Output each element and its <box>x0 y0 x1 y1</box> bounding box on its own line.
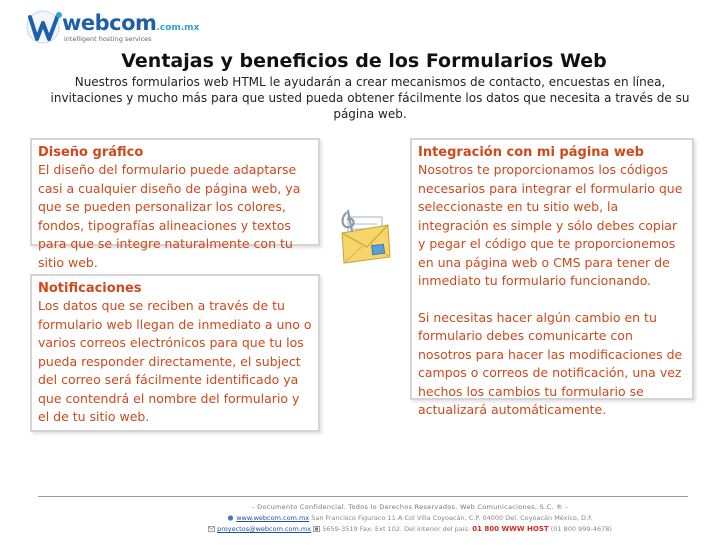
footer-phone: 5659-3519 Fax: Ext 102. Del interior del país: <box>322 525 471 533</box>
mail-envelope-icon <box>334 205 396 267</box>
footer-contact-line <box>160 524 660 535</box>
web-icon <box>227 515 234 521</box>
logo-brand: webcom.com.mx <box>62 11 200 35</box>
footer-copyright: - Documento Confidencial. Todos lo Derechos Reservados. Web Comunicaciones, S.C. ® - <box>252 503 568 511</box>
footer-address: San Francisco Figuraco 11-A Col Villa Coyoacán, C.P. 04000 Del. Coyoacán México, D.F. <box>311 514 593 522</box>
diseno-grafico-heading: Diseño gráfico <box>38 145 144 160</box>
notificaciones-box <box>30 274 320 432</box>
footer-email-link[interactable]: proyectos@webcom.com.mx <box>217 525 312 533</box>
integracion-text-2: Si necesitas hacer algún cambio en tu formulario debes comunicarte con nosotros para hacer las modificaciones de campos o correos de notificación, una vez hechos los cambios tu formulario se actualizará automáticamente. <box>418 309 683 417</box>
footer-tollfree: 01 800 WWW HOST <box>472 525 549 533</box>
notificaciones-text: Los datos que se reciben a través de tu formulario web llegan de inmediato a uno o varios correos electrónicos para que tu los pueda responder directamente, el subject del correo será fácilmente identificado ya que contendrá el nombre del formulario y el de tu sitio web. <box>38 298 312 424</box>
page-title: Ventajas y beneficios de los Formularios Web <box>121 50 607 72</box>
integracion-heading: Integración con mi página web <box>418 145 644 160</box>
logo-tagline: intelligent hosting services <box>64 35 152 43</box>
webcom-w-logo-icon <box>26 8 66 46</box>
notificaciones-heading: Notificaciones <box>38 281 142 296</box>
footer <box>160 502 660 535</box>
integracion-text-1: Nosotros te proporcionamos los códigos necesarios para integrar el formulario que seleccionaste en tu sitio web, la integración es simple y sólo debes copiar y pegar el código que te proporcionemos en una página web o CMS para tener de inmediato tu formulario funcionando. <box>418 162 683 288</box>
page-subtitle: Nuestros formularios web HTML le ayudarán a crear mecanismos de contacto, encuestas en línea, invitaciones y mucho más para que usted pueda obtener fácilmente los datos que necesita a través de su página web. <box>50 75 690 121</box>
email-icon <box>208 526 215 532</box>
footer-address-line <box>160 513 660 524</box>
logo-ext: .com.mx <box>156 23 200 33</box>
footer-website-link[interactable]: www.webcom.com.mx <box>236 514 310 522</box>
integracion-box <box>410 138 694 417</box>
webcom-logo[interactable] <box>26 8 200 46</box>
footer-tollfree-number: (01 800 999-4678) <box>550 525 612 533</box>
footer-divider <box>38 496 688 497</box>
phone-icon <box>313 526 320 532</box>
diseno-grafico-text: El diseño del formulario puede adaptarse casi a cualquier diseño de página web, ya que se pueden personalizar los colores, fondos, tipografías alineaciones y textos para que se integre naturalmente con tu sitio web. <box>38 162 301 270</box>
diseno-grafico-box <box>30 138 320 270</box>
